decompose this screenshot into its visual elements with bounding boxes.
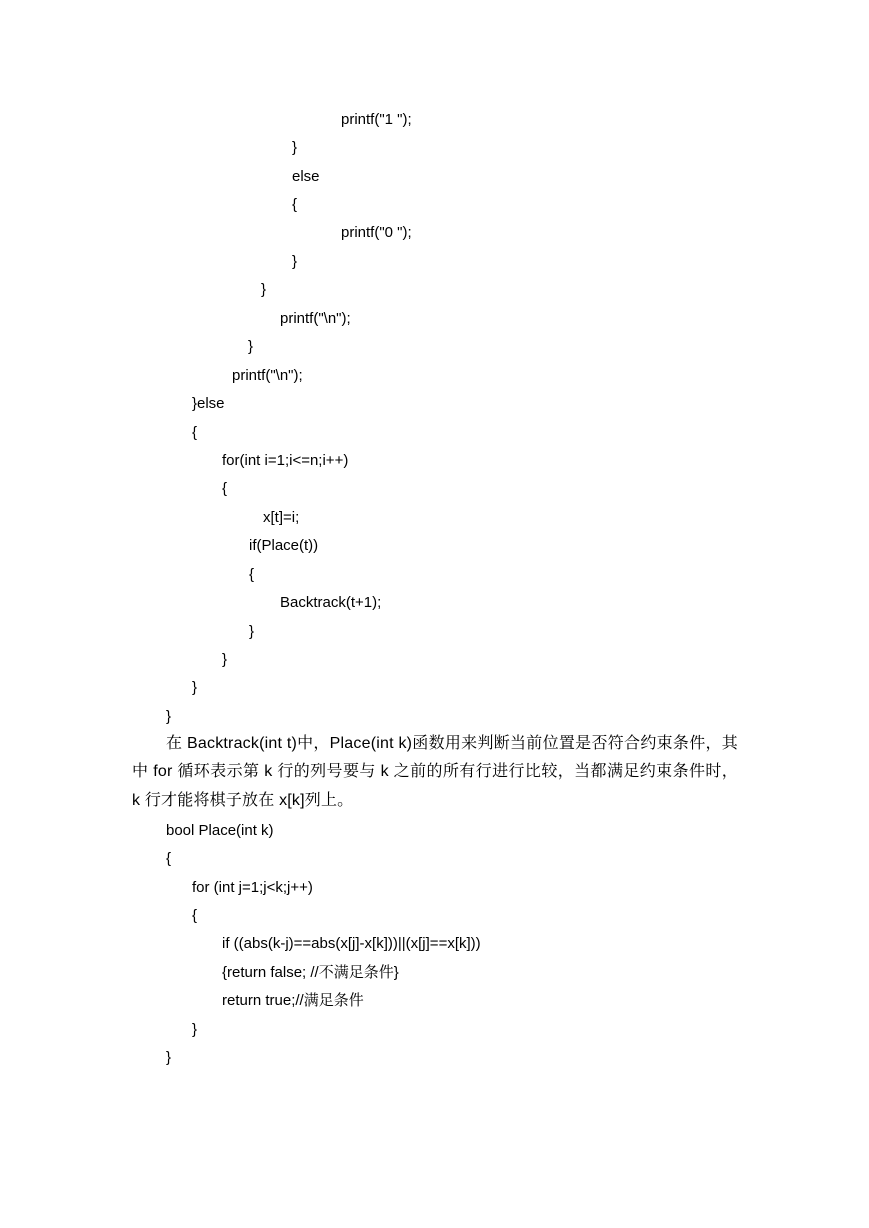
code-line: printf("\n"); <box>232 367 303 384</box>
code-line: } <box>292 139 298 156</box>
code-line: }else <box>192 395 225 412</box>
code-line: } <box>166 708 172 725</box>
code-line: } <box>292 253 298 270</box>
code-line: for (int j=1;j<k;j++) <box>192 879 313 896</box>
code-line: { <box>249 566 255 583</box>
code-line: } <box>222 651 228 668</box>
code-line: Backtrack(t+1); <box>280 594 382 611</box>
code-line: x[t]=i; <box>263 509 300 526</box>
code-line: else <box>292 168 320 185</box>
code-line: { <box>192 424 198 441</box>
code-line: {return false; //不满足条件} <box>222 964 399 981</box>
code-line: { <box>192 907 198 924</box>
code-line: bool Place(int k) <box>166 822 274 839</box>
code-line: } <box>166 1049 172 1066</box>
code-line: } <box>248 338 254 355</box>
code-line: { <box>292 196 298 213</box>
code-line: printf("1 "); <box>341 111 412 128</box>
code-line: if(Place(t)) <box>249 537 319 554</box>
code-line: { <box>222 480 228 497</box>
code-line: if ((abs(k-j)==abs(x[j]-x[k]))||(x[j]==x[k])) <box>222 935 481 952</box>
code-line: } <box>249 623 255 640</box>
code-line: } <box>192 1021 198 1038</box>
code-line: { <box>166 850 172 867</box>
code-line: printf("0 "); <box>341 224 412 241</box>
code-line: } <box>261 281 267 298</box>
code-line: for(int i=1;i<=n;i++) <box>222 452 349 469</box>
code-line: return true;//满足条件 <box>222 992 364 1009</box>
code-line: printf("\n"); <box>280 310 351 327</box>
explanation-paragraph: 在 Backtrack(int t)中，Place(int k)函数用来判断当前位置是否符合约束条件，其中 for 循环表示第 k 行的列号要与 k 之前的所有行进行比较，当都满足约束条件时，k 行才能将棋子放在 x[k]列上。 <box>132 735 738 809</box>
code-line: } <box>192 679 198 696</box>
